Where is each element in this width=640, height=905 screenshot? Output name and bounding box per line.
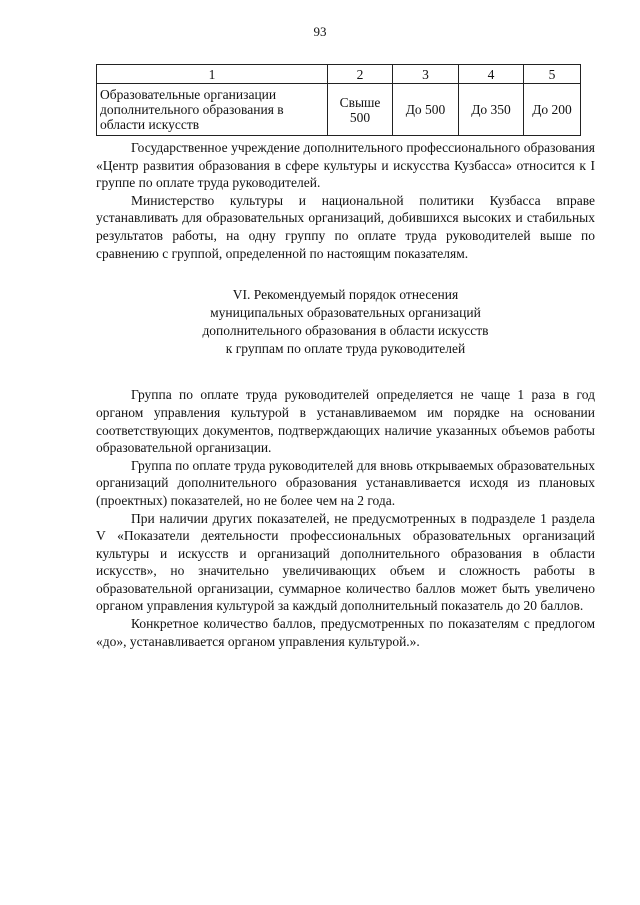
section-heading-line: дополнительного образования в области искусств bbox=[202, 322, 489, 338]
spacer bbox=[96, 357, 595, 386]
table-row bbox=[97, 84, 581, 136]
paragraph: Группа по оплате труда руководителей определяется не чаще 1 раза в год органом управления культурой в устанавливаемом им порядке на основании соответствующих документов, подтверждающих наличие указанных объемов работы образовательной организации. bbox=[96, 387, 595, 456]
table-header-row bbox=[97, 65, 581, 84]
page-number: 93 bbox=[313, 24, 327, 39]
group-2-cell: До 500 bbox=[393, 84, 459, 136]
table-header-cell: 4 bbox=[459, 65, 524, 84]
group-4-cell: До 200 bbox=[524, 84, 581, 136]
group-1-cell: Свыше 500 bbox=[328, 84, 393, 136]
spacer bbox=[96, 262, 595, 286]
table-header-cell: 5 bbox=[524, 65, 581, 84]
table-header-cell: 3 bbox=[393, 65, 459, 84]
group-3-cell: До 350 bbox=[459, 84, 524, 136]
organization-type-cell: Образовательные организации дополнительного образования в области искусств bbox=[97, 84, 328, 136]
section-heading-line: VI. Рекомендуемый порядок отнесения bbox=[232, 287, 459, 303]
group-criteria-table bbox=[96, 64, 581, 136]
paragraph: Министерство культуры и национальной политики Кузбасса вправе устанавливать для образовательных организаций, добившихся высоких и стабильных результатов работы, на одну группу по оплате труда руководителей выше по сравнению с группой, определенной по настоящим показателям. bbox=[96, 192, 595, 261]
table-header-cell: 1 bbox=[97, 65, 328, 84]
section-heading-line: муниципальных образовательных организаций bbox=[210, 304, 481, 320]
paragraph: Конкретное количество баллов, предусмотренных по показателям с предлогом «до», устанавливается органом управления культурой.». bbox=[96, 616, 595, 649]
paragraph: Группа по оплате труда руководителей для вновь открываемых образовательных организаций дополнительного образования устанавливается исходя из плановых (проектных) показателей, но не более чем на 2 года. bbox=[96, 457, 595, 508]
paragraph: При наличии других показателей, не предусмотренных в подразделе 1 раздела V «Показатели деятельности профессиональных образовательных организаций культуры и искусств и организаций дополнительного образования в области искусств», но значительно увеличивающих объем и сложность работы в образовательной организации, суммарное количество баллов может быть увеличено органом управления культурой за каждый дополнительный показатель до 20 баллов. bbox=[96, 510, 595, 614]
section-heading-line: к группам по оплате труда руководителей bbox=[225, 340, 466, 356]
document-body bbox=[96, 139, 595, 650]
table-header-cell: 2 bbox=[328, 65, 393, 84]
paragraph: Государственное учреждение дополнительного профессионального образования «Центр развития образования в сфере культуры и искусства Кузбасса» относится к I группе по оплате труда руководителей. bbox=[96, 140, 595, 191]
